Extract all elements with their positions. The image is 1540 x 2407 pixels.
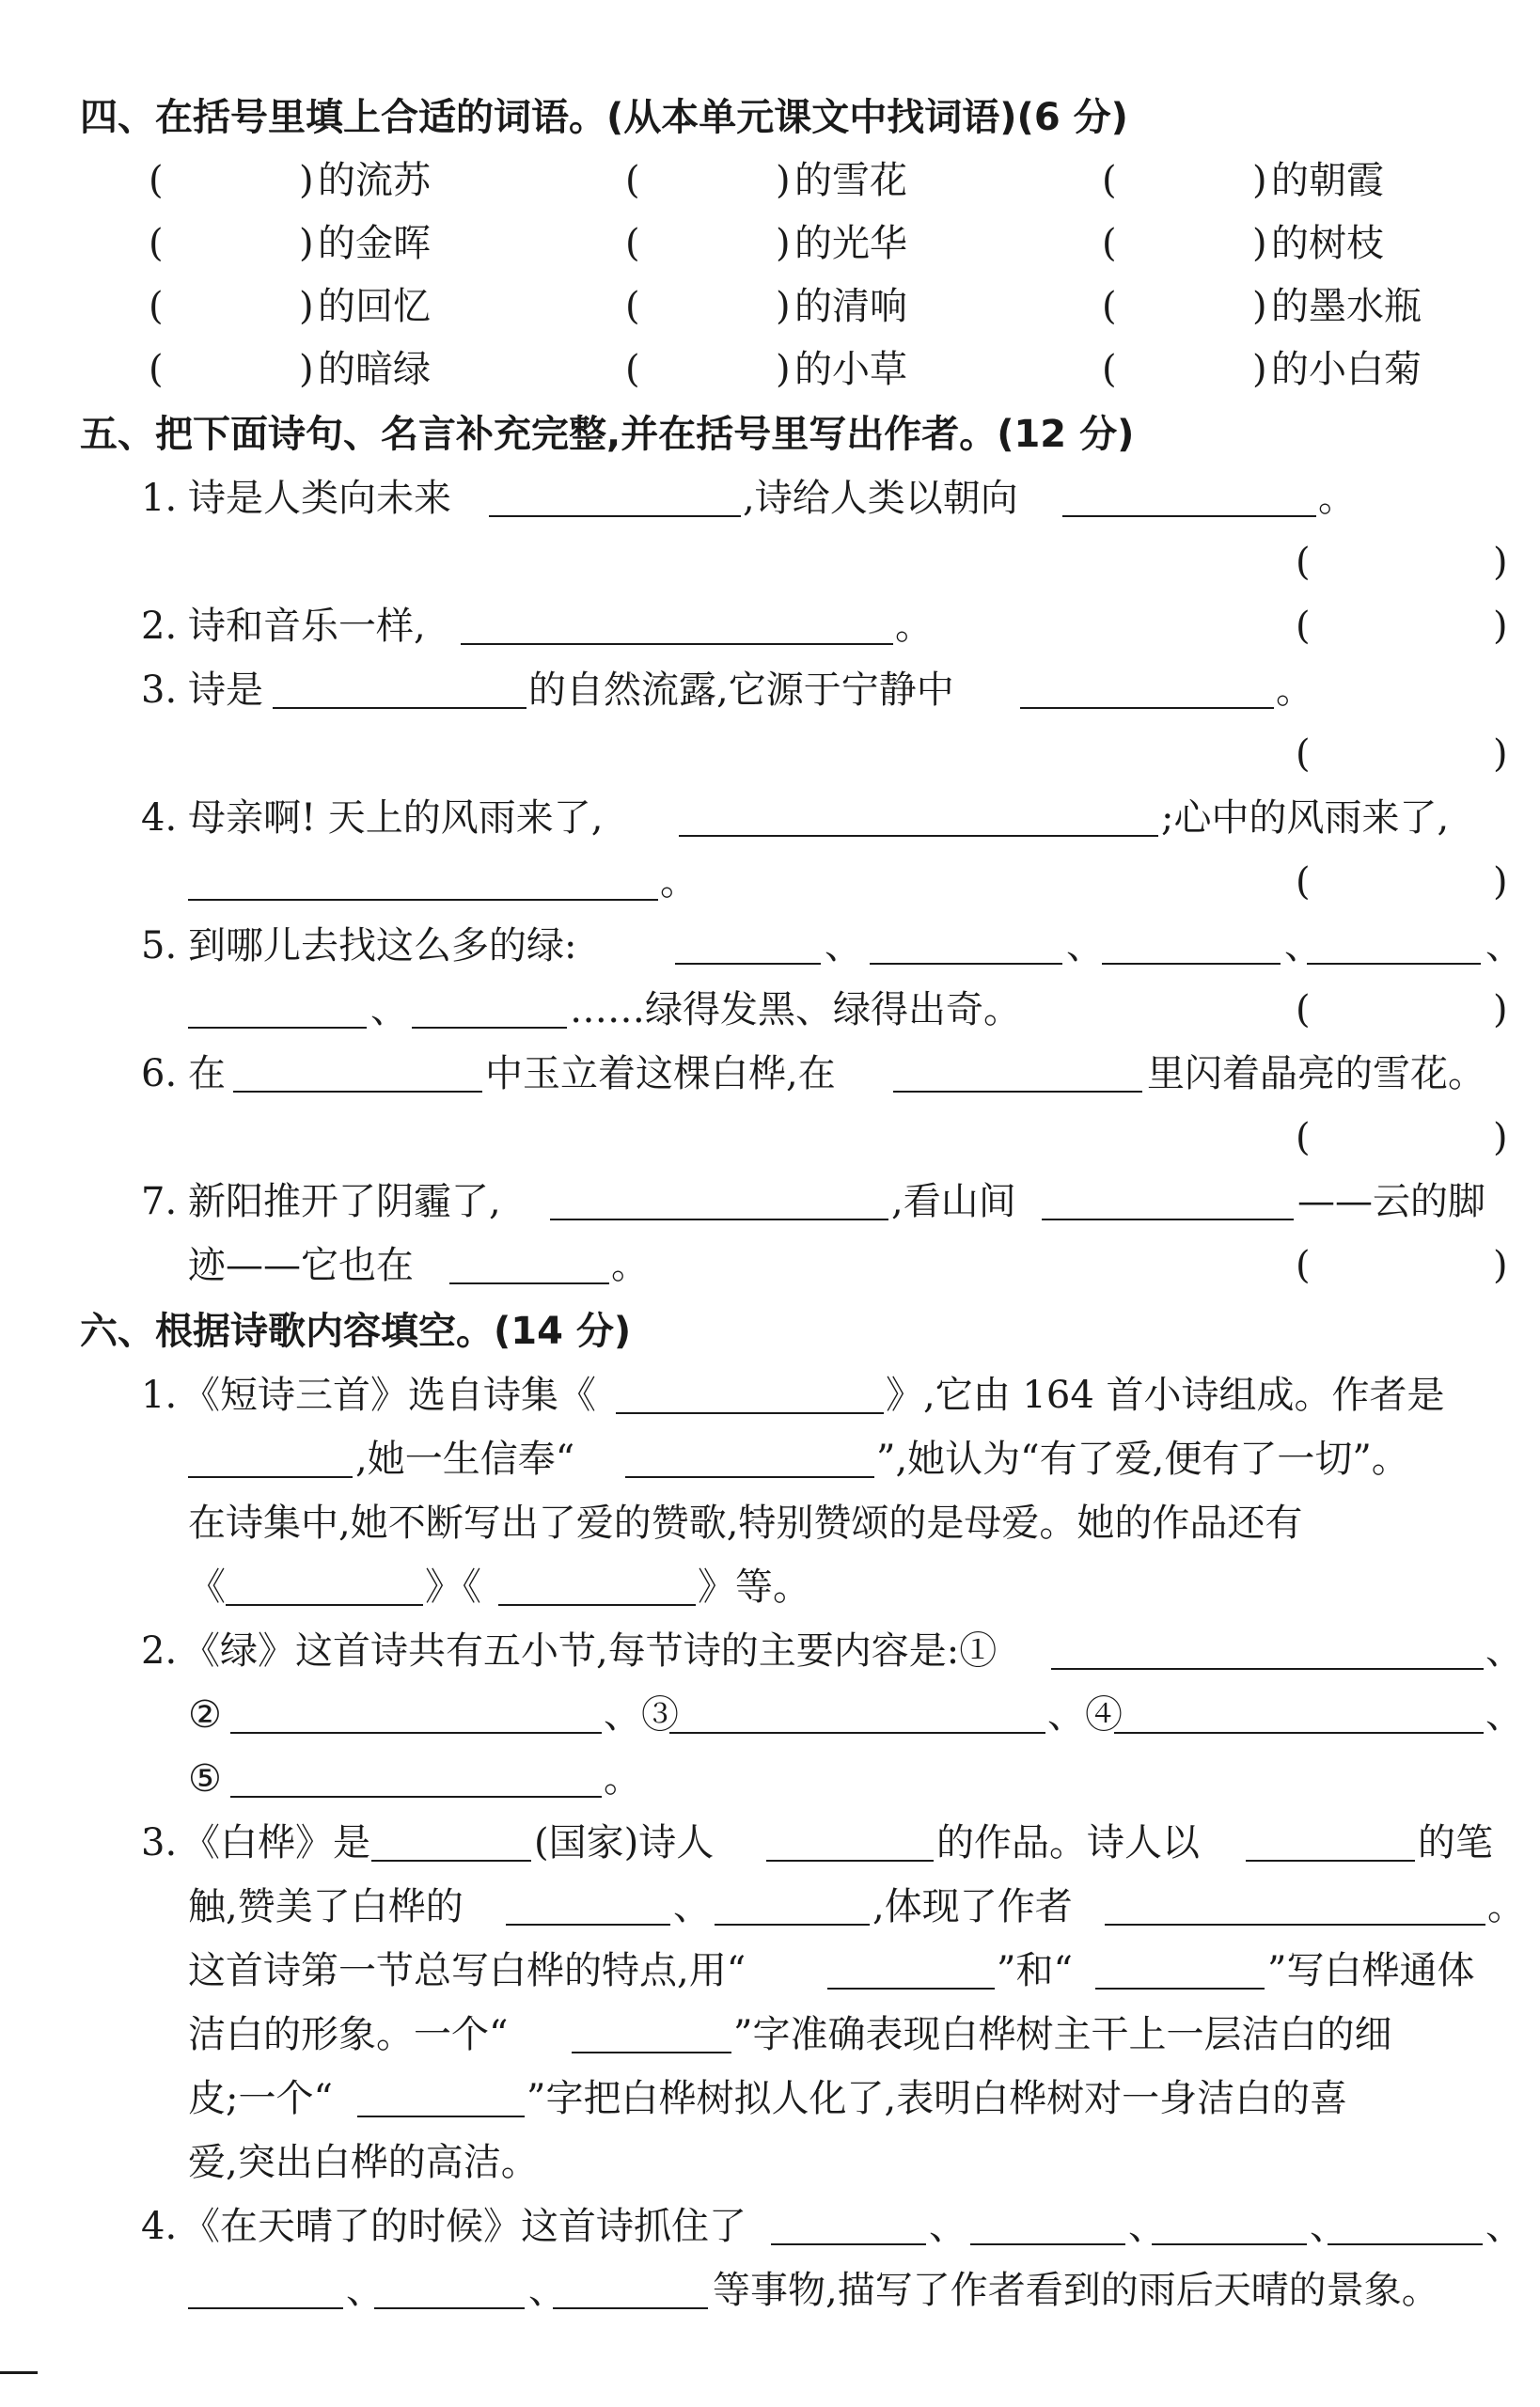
answer-blank[interactable] — [188, 2307, 343, 2309]
poem-question-7-cont: 迹——它也在 。 ( ) — [188, 1244, 1508, 1287]
paren-open: ( — [149, 348, 164, 391]
answer-blank[interactable] — [550, 1219, 888, 1220]
paren-open: ( — [625, 285, 640, 328]
answer-blank[interactable] — [1042, 1219, 1294, 1220]
section-4-title: 四、在括号里填上合适的词语。(从本单元课文中找词语)(6 分) — [80, 96, 1128, 139]
paren-open: ( — [1102, 348, 1117, 391]
poem-question-6: 6. 在 中玉立着这棵白桦,在 里闪着晶亮的雪花。 — [141, 1052, 1485, 1095]
section-4-row-2 — [0, 215, 1540, 272]
answer-blank[interactable] — [230, 1796, 602, 1798]
author-answer-row: ( ) — [1296, 1116, 1508, 1159]
section-4-row-4 — [0, 341, 1540, 398]
answer-blank[interactable] — [679, 835, 1158, 837]
paren-open: ( — [1102, 222, 1117, 265]
paren-close: ) — [776, 348, 791, 391]
answer-blank[interactable] — [1307, 963, 1481, 965]
answer-blank[interactable] — [970, 2243, 1125, 2245]
fill-question-3-line-6: 爱,突出白桦的高洁。 — [188, 2141, 539, 2184]
poem-question-5-cont: 、 ……绿得发黑、绿得出奇。 ( ) — [0, 982, 1540, 1038]
answer-blank[interactable] — [1105, 1924, 1485, 1926]
paren-open: ( — [625, 222, 640, 265]
answer-blank[interactable] — [1328, 2243, 1483, 2245]
phrase: 的雪花 — [794, 159, 907, 202]
answer-blank[interactable] — [827, 1988, 995, 1990]
answer-blank[interactable] — [374, 2307, 525, 2309]
answer-blank[interactable] — [771, 2243, 926, 2245]
answer-blank[interactable] — [506, 1924, 670, 1926]
answer-blank[interactable] — [273, 707, 526, 709]
fill-question-3: 3. 《白桦》是 (国家)诗人 的作品。诗人以 的笔 — [141, 1821, 1493, 1864]
phrase: 的树枝 — [1271, 222, 1384, 265]
paren-open: ( — [1102, 285, 1117, 328]
answer-blank[interactable] — [870, 963, 1062, 965]
answer-blank[interactable] — [371, 1860, 531, 1862]
paren-open: ( — [1102, 159, 1117, 202]
paren-close: ) — [299, 222, 314, 265]
answer-blank[interactable] — [616, 1412, 884, 1414]
section-4-row-3 — [0, 278, 1540, 335]
phrase: 的清响 — [794, 285, 907, 328]
answer-blank[interactable] — [715, 1924, 870, 1926]
poem-question-3: 3. 诗是 的自然流露,它源于宁静中 。 — [141, 669, 1313, 712]
author-answer-row: ( ) — [1296, 541, 1508, 584]
paren-open: ( — [149, 159, 164, 202]
fill-question-2: 2. 《绿》这首诗共有五小节,每节诗的主要内容是:① 、 — [141, 1629, 1523, 1673]
poem-question-1: 1. 诗是人类向未来 ,诗给人类以朝向 。 — [141, 477, 1356, 520]
poem-question-7: 7. 新阳推开了阴霾了, ,看山间 ——云的脚 — [141, 1180, 1485, 1223]
poem-question-4: 4. 母亲啊! 天上的风雨来了, ;心中的风雨来了, — [141, 796, 1450, 840]
fill-question-3-line-2: 触,赞美了白桦的 、 ,体现了作者 。 — [188, 1885, 1525, 1928]
phrase: 的小白菊 — [1271, 348, 1422, 391]
paren-close: ) — [1252, 222, 1267, 265]
author-answer-row: ( ) — [1296, 732, 1508, 776]
section-4-row-1 — [0, 152, 1540, 209]
answer-blank[interactable] — [498, 1604, 696, 1606]
paren-close: ) — [1252, 285, 1267, 328]
poem-question-4-cont: 。 ( ) — [0, 854, 1540, 910]
phrase: 的回忆 — [318, 285, 431, 328]
answer-blank[interactable] — [412, 1027, 567, 1029]
paren-close: ) — [776, 159, 791, 202]
paren-close: ) — [1252, 348, 1267, 391]
phrase: 的流苏 — [318, 159, 431, 202]
paren-open: ( — [625, 159, 640, 202]
answer-blank[interactable] — [1095, 1988, 1265, 1990]
answer-blank[interactable] — [188, 1027, 367, 1029]
answer-blank[interactable] — [1051, 1668, 1484, 1670]
answer-blank[interactable] — [449, 1282, 609, 1284]
fill-question-3-line-4: 洁白的形象。一个“ ”字准确表现白桦树主干上一层洁白的细 — [188, 2013, 1392, 2056]
paren-open: ( — [149, 285, 164, 328]
paren-open: ( — [625, 348, 640, 391]
paren-close: ) — [1252, 159, 1267, 202]
section-5-title: 五、把下面诗句、名言补充完整,并在括号里写出作者。(12 分) — [80, 413, 1135, 456]
answer-blank[interactable] — [766, 1860, 934, 1862]
paren-close: ) — [299, 159, 314, 202]
answer-blank[interactable] — [226, 1604, 423, 1606]
answer-blank[interactable] — [625, 1476, 874, 1478]
answer-blank[interactable] — [233, 1091, 482, 1093]
phrase: 的朝霞 — [1271, 159, 1384, 202]
answer-blank[interactable] — [188, 899, 658, 901]
answer-blank[interactable] — [1246, 1860, 1415, 1862]
answer-blank[interactable] — [572, 2052, 731, 2053]
fill-question-1-line-2: ,她一生信奉“ ”,她认为“有了爱,便有了一切”。 — [0, 1431, 1540, 1487]
answer-blank[interactable] — [489, 515, 741, 517]
answer-blank[interactable] — [1152, 2243, 1307, 2245]
paren-close: ) — [776, 285, 791, 328]
answer-blank[interactable] — [553, 2307, 708, 2309]
poem-question-2: 2. 诗和音乐一样, 。 ( ) — [141, 605, 1508, 648]
paren-open: ( — [149, 222, 164, 265]
fill-question-2-line-2: ② 、③ 、④ 、 — [188, 1693, 1523, 1737]
phrase: 的墨水瓶 — [1271, 285, 1422, 328]
fill-question-3-line-5: 皮;一个“ ”字把白桦树拟人化了,表明白桦树对一身洁白的喜 — [188, 2077, 1348, 2120]
answer-blank[interactable] — [188, 1476, 353, 1478]
phrase: 的光华 — [794, 222, 907, 265]
paren-close: ) — [299, 285, 314, 328]
paren-close: ) — [299, 348, 314, 391]
fill-question-2-line-3: ⑤ 。 — [188, 1757, 641, 1801]
answer-blank[interactable] — [357, 2116, 525, 2117]
answer-blank[interactable] — [1020, 707, 1274, 709]
answer-blank[interactable] — [893, 1091, 1142, 1093]
phrase: 的金晖 — [318, 222, 431, 265]
paren-close: ) — [776, 222, 791, 265]
fill-question-1-line-4: 《 》《 》等。 — [188, 1565, 810, 1609]
section-6-title: 六、根据诗歌内容填空。(14 分) — [80, 1310, 632, 1353]
phrase: 的小草 — [794, 348, 907, 391]
poem-question-5: 5. 到哪儿去找这么多的绿: 、 、 、 、 — [141, 924, 1523, 968]
fill-question-1: 1. 《短诗三首》选自诗集《 》,它由 164 首小诗组成。作者是 — [141, 1374, 1445, 1417]
answer-blank[interactable] — [1114, 1732, 1484, 1734]
fill-question-4: 4. 《在天晴了的时候》这首诗抓住了 、 、 、 、 — [141, 2205, 1523, 2248]
page-edge-mark — [0, 2371, 38, 2374]
answer-blank[interactable] — [669, 1732, 1045, 1734]
answer-blank[interactable] — [1102, 963, 1281, 965]
fill-question-1-line-3: 在诗集中,她不断写出了爱的赞歌,特别赞颂的是母爱。她的作品还有 — [188, 1502, 1303, 1545]
answer-blank[interactable] — [1062, 515, 1316, 517]
fill-question-3-line-3: 这首诗第一节总写白桦的特点,用“ ”和“ ”写白桦通体 — [188, 1949, 1475, 1992]
fill-question-4-line-2: 、 、 等事物,描写了作者看到的雨后天晴的景象。 — [0, 2262, 1540, 2319]
answer-blank[interactable] — [461, 643, 893, 645]
phrase: 的暗绿 — [318, 348, 431, 391]
answer-blank[interactable] — [675, 963, 821, 965]
answer-blank[interactable] — [230, 1732, 602, 1734]
